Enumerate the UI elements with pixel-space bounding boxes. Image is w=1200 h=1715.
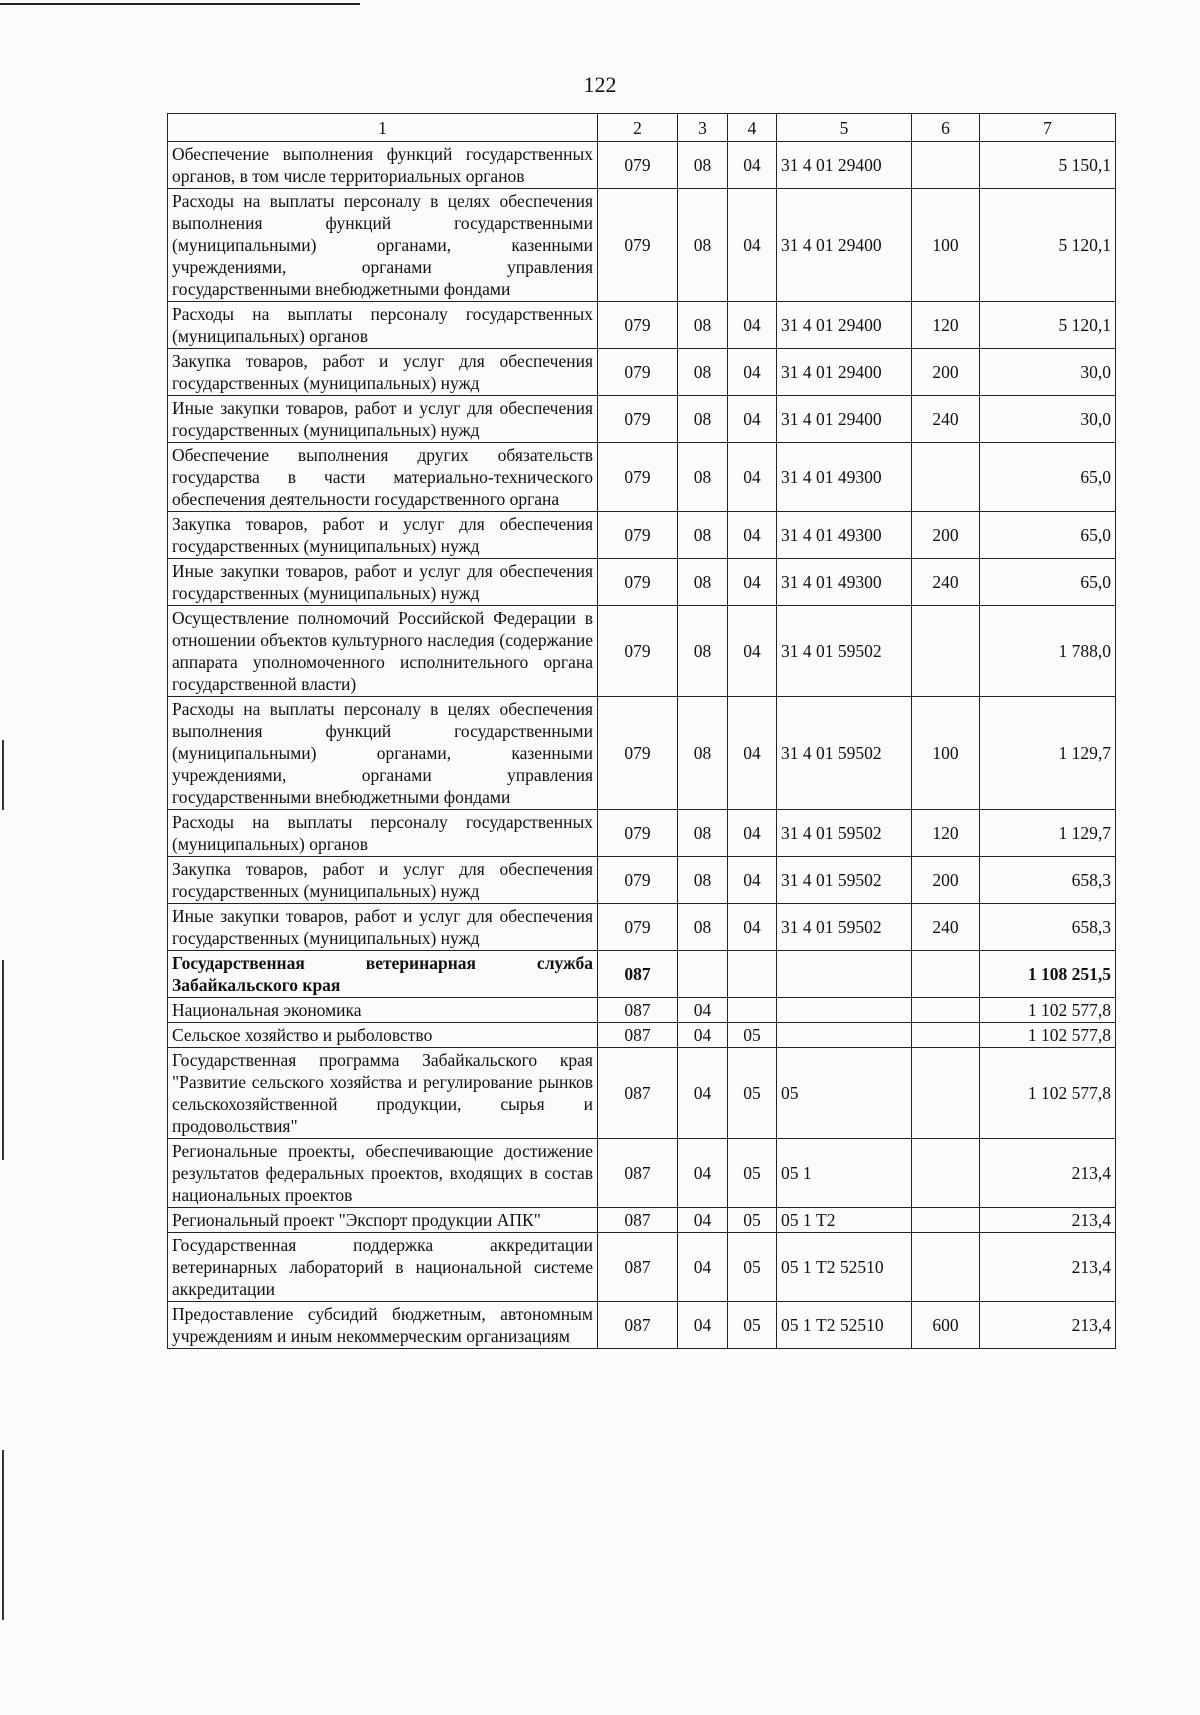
row-name: Обеспечение выполнения функций государственных органов, в том числе территориальных органов [168, 142, 598, 189]
row-name: Осуществление полномочий Российской Федерации в отношении объектов культурного наследия (содержание аппарата уполномоченного исполнительного органа государственной власти) [168, 606, 598, 697]
row-pr-code: 04 [728, 142, 777, 189]
row-amount: 30,0 [980, 396, 1116, 443]
row-rz-code: 08 [678, 396, 728, 443]
row-gr-code: 079 [598, 697, 678, 810]
row-amount: 1 102 577,8 [980, 1023, 1116, 1048]
table-row [168, 443, 1116, 512]
row-name: Государственная ветеринарная служба Забайкальского края [168, 951, 598, 998]
row-rz-code: 04 [678, 1208, 728, 1233]
row-name: Государственная поддержка аккредитации ветеринарных лабораторий в национальной системе аккредитации [168, 1233, 598, 1302]
row-pr-code: 05 [728, 1233, 777, 1302]
column-header: 7 [980, 114, 1116, 142]
table-row [168, 349, 1116, 396]
row-vr-code [912, 1208, 980, 1233]
row-csr-code: 31 4 01 29400 [777, 396, 912, 443]
row-amount: 1 102 577,8 [980, 998, 1116, 1023]
row-vr-code [912, 1023, 980, 1048]
row-csr-code [777, 951, 912, 998]
row-gr-code: 079 [598, 606, 678, 697]
row-vr-code: 120 [912, 810, 980, 857]
row-pr-code: 04 [728, 559, 777, 606]
row-name: Закупка товаров, работ и услуг для обеспечения государственных (муниципальных) нужд [168, 349, 598, 396]
row-name: Закупка товаров, работ и услуг для обеспечения государственных (муниципальных) нужд [168, 857, 598, 904]
row-rz-code: 08 [678, 904, 728, 951]
table-row [168, 512, 1116, 559]
row-rz-code [678, 951, 728, 998]
row-vr-code [912, 1048, 980, 1139]
row-pr-code: 05 [728, 1023, 777, 1048]
row-vr-code: 600 [912, 1302, 980, 1349]
row-rz-code: 04 [678, 998, 728, 1023]
row-csr-code: 31 4 01 59502 [777, 857, 912, 904]
row-csr-code: 31 4 01 29400 [777, 302, 912, 349]
column-header: 6 [912, 114, 980, 142]
row-gr-code: 079 [598, 810, 678, 857]
row-rz-code: 08 [678, 142, 728, 189]
row-amount: 30,0 [980, 349, 1116, 396]
table-row [168, 189, 1116, 302]
row-rz-code: 08 [678, 189, 728, 302]
row-pr-code: 04 [728, 512, 777, 559]
row-pr-code: 05 [728, 1208, 777, 1233]
row-gr-code: 079 [598, 512, 678, 559]
budget-table [167, 113, 1116, 1349]
row-vr-code: 240 [912, 904, 980, 951]
row-name: Закупка товаров, работ и услуг для обеспечения государственных (муниципальных) нужд [168, 512, 598, 559]
table-row [168, 810, 1116, 857]
row-vr-code [912, 142, 980, 189]
row-pr-code [728, 951, 777, 998]
row-vr-code: 100 [912, 189, 980, 302]
row-name: Обеспечение выполнения других обязательств государства в части материально-технического обеспечения деятельности государственного органа [168, 443, 598, 512]
row-name: Государственная программа Забайкальского края "Развитие сельского хозяйства и регулирование рынков сельскохозяйственной продукции, сырья и продовольствия" [168, 1048, 598, 1139]
row-rz-code: 04 [678, 1302, 728, 1349]
row-name: Иные закупки товаров, работ и услуг для обеспечения государственных (муниципальных) нужд [168, 904, 598, 951]
row-pr-code: 04 [728, 606, 777, 697]
row-gr-code: 079 [598, 189, 678, 302]
row-rz-code: 08 [678, 512, 728, 559]
row-csr-code: 05 1 Т2 52510 [777, 1302, 912, 1349]
row-csr-code: 31 4 01 49300 [777, 512, 912, 559]
table-row [168, 142, 1116, 189]
row-gr-code: 079 [598, 559, 678, 606]
row-csr-code: 31 4 01 59502 [777, 904, 912, 951]
row-gr-code: 087 [598, 1233, 678, 1302]
row-name: Региональные проекты, обеспечивающие достижение результатов федеральных проектов, входящих в состав национальных проектов [168, 1139, 598, 1208]
row-rz-code: 04 [678, 1233, 728, 1302]
scan-artifact-edge [2, 1450, 4, 1620]
table-row [168, 904, 1116, 951]
row-csr-code: 31 4 01 29400 [777, 189, 912, 302]
row-name: Расходы на выплаты персоналу в целях обеспечения выполнения функций государственными (муниципальными) органами, казенными учреждениями, органами управления государственными внебюджетными фондами [168, 189, 598, 302]
row-rz-code: 08 [678, 559, 728, 606]
table-row [168, 606, 1116, 697]
row-name: Расходы на выплаты персоналу государственных (муниципальных) органов [168, 810, 598, 857]
row-amount: 65,0 [980, 512, 1116, 559]
row-amount: 1 788,0 [980, 606, 1116, 697]
row-amount: 5 120,1 [980, 189, 1116, 302]
row-amount: 658,3 [980, 857, 1116, 904]
row-vr-code [912, 606, 980, 697]
row-pr-code: 04 [728, 810, 777, 857]
row-pr-code: 05 [728, 1302, 777, 1349]
row-pr-code: 04 [728, 349, 777, 396]
table-row [168, 559, 1116, 606]
row-csr-code: 31 4 01 29400 [777, 349, 912, 396]
row-amount: 213,4 [980, 1233, 1116, 1302]
table-row [168, 1023, 1116, 1048]
column-header: 3 [678, 114, 728, 142]
row-pr-code: 04 [728, 396, 777, 443]
table-row [168, 302, 1116, 349]
column-header: 5 [777, 114, 912, 142]
row-rz-code: 04 [678, 1139, 728, 1208]
row-vr-code: 200 [912, 349, 980, 396]
table-row [168, 857, 1116, 904]
row-gr-code: 079 [598, 396, 678, 443]
table-row [168, 697, 1116, 810]
row-gr-code: 087 [598, 1302, 678, 1349]
row-amount: 1 129,7 [980, 810, 1116, 857]
row-pr-code: 04 [728, 857, 777, 904]
row-amount: 1 102 577,8 [980, 1048, 1116, 1139]
row-csr-code: 31 4 01 59502 [777, 810, 912, 857]
column-header: 4 [728, 114, 777, 142]
row-name: Иные закупки товаров, работ и услуг для обеспечения государственных (муниципальных) нужд [168, 559, 598, 606]
row-amount: 1 129,7 [980, 697, 1116, 810]
row-gr-code: 087 [598, 1023, 678, 1048]
row-amount: 213,4 [980, 1208, 1116, 1233]
table-row [168, 1139, 1116, 1208]
row-name: Расходы на выплаты персоналу в целях обеспечения выполнения функций государственными (муниципальными) органами, казенными учреждениями, органами управления государственными внебюджетными фондами [168, 697, 598, 810]
scan-artifact-edge [2, 960, 4, 1160]
table-row [168, 951, 1116, 998]
row-name: Предоставление субсидий бюджетным, автономным учреждениям и иным некоммерческим организациям [168, 1302, 598, 1349]
table-row [168, 998, 1116, 1023]
row-vr-code [912, 1139, 980, 1208]
row-amount: 5 120,1 [980, 302, 1116, 349]
row-pr-code: 04 [728, 189, 777, 302]
column-header: 2 [598, 114, 678, 142]
row-rz-code: 08 [678, 302, 728, 349]
row-csr-code: 31 4 01 59502 [777, 606, 912, 697]
row-rz-code: 08 [678, 606, 728, 697]
row-pr-code: 04 [728, 443, 777, 512]
row-pr-code: 05 [728, 1048, 777, 1139]
row-amount: 658,3 [980, 904, 1116, 951]
row-csr-code: 05 1 Т2 52510 [777, 1233, 912, 1302]
row-pr-code: 04 [728, 302, 777, 349]
row-vr-code: 240 [912, 396, 980, 443]
row-csr-code: 05 1 Т2 [777, 1208, 912, 1233]
row-name: Сельское хозяйство и рыболовство [168, 1023, 598, 1048]
row-gr-code: 079 [598, 302, 678, 349]
row-vr-code: 200 [912, 857, 980, 904]
row-csr-code: 05 [777, 1048, 912, 1139]
row-amount: 213,4 [980, 1302, 1116, 1349]
row-vr-code: 120 [912, 302, 980, 349]
row-name: Региональный проект "Экспорт продукции АПК" [168, 1208, 598, 1233]
row-amount: 1 108 251,5 [980, 951, 1116, 998]
scan-artifact-edge [2, 740, 4, 810]
row-name: Национальная экономика [168, 998, 598, 1023]
column-header: 1 [168, 114, 598, 142]
table-row [168, 1302, 1116, 1349]
row-gr-code: 087 [598, 1048, 678, 1139]
row-pr-code [728, 998, 777, 1023]
row-rz-code: 04 [678, 1048, 728, 1139]
row-gr-code: 079 [598, 142, 678, 189]
table-row [168, 1048, 1116, 1139]
row-rz-code: 08 [678, 697, 728, 810]
row-gr-code: 087 [598, 951, 678, 998]
row-rz-code: 08 [678, 810, 728, 857]
row-csr-code: 31 4 01 49300 [777, 443, 912, 512]
row-amount: 5 150,1 [980, 142, 1116, 189]
row-amount: 65,0 [980, 443, 1116, 512]
table-row [168, 396, 1116, 443]
row-pr-code: 05 [728, 1139, 777, 1208]
row-vr-code: 100 [912, 697, 980, 810]
row-vr-code: 240 [912, 559, 980, 606]
row-gr-code: 079 [598, 904, 678, 951]
row-csr-code [777, 1023, 912, 1048]
row-gr-code: 079 [598, 443, 678, 512]
row-csr-code [777, 998, 912, 1023]
row-gr-code: 087 [598, 1208, 678, 1233]
row-csr-code: 05 1 [777, 1139, 912, 1208]
row-csr-code: 31 4 01 49300 [777, 559, 912, 606]
row-amount: 65,0 [980, 559, 1116, 606]
row-name: Расходы на выплаты персоналу государственных (муниципальных) органов [168, 302, 598, 349]
row-vr-code [912, 1233, 980, 1302]
row-rz-code: 08 [678, 443, 728, 512]
row-gr-code: 079 [598, 857, 678, 904]
row-rz-code: 08 [678, 349, 728, 396]
row-name: Иные закупки товаров, работ и услуг для обеспечения государственных (муниципальных) нужд [168, 396, 598, 443]
row-vr-code [912, 998, 980, 1023]
row-vr-code [912, 951, 980, 998]
row-rz-code: 04 [678, 1023, 728, 1048]
row-vr-code: 200 [912, 512, 980, 559]
page-number: 122 [583, 72, 617, 97]
row-amount: 213,4 [980, 1139, 1116, 1208]
row-csr-code: 31 4 01 59502 [777, 697, 912, 810]
header-row [168, 114, 1116, 142]
row-gr-code: 087 [598, 1139, 678, 1208]
row-rz-code: 08 [678, 857, 728, 904]
scan-artifact-line [0, 3, 360, 5]
row-gr-code: 087 [598, 998, 678, 1023]
row-pr-code: 04 [728, 904, 777, 951]
row-pr-code: 04 [728, 697, 777, 810]
table-row [168, 1208, 1116, 1233]
row-vr-code [912, 443, 980, 512]
table-row [168, 1233, 1116, 1302]
row-csr-code: 31 4 01 29400 [777, 142, 912, 189]
row-gr-code: 079 [598, 349, 678, 396]
